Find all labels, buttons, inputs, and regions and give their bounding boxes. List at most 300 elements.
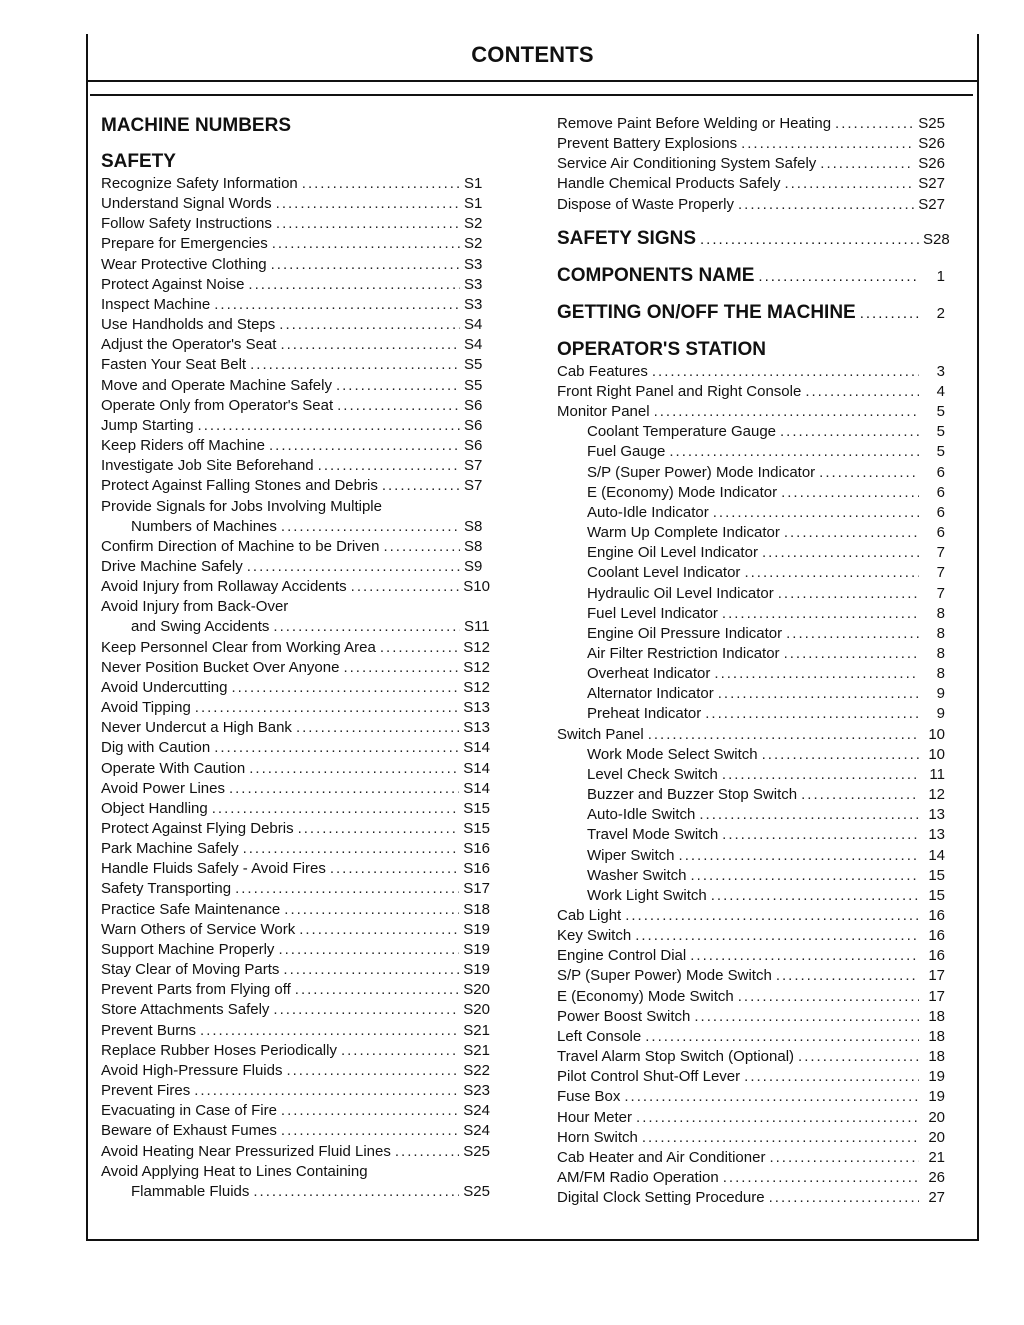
toc-entry (557, 1108, 945, 1128)
toc-entry-label: Front Right Panel and Right Console (557, 382, 802, 400)
toc-entry (101, 1162, 490, 1182)
toc-entry-label: Handle Chemical Products Safely (557, 175, 781, 193)
toc-entry (557, 745, 945, 765)
toc-entry-label: Warm Up Complete Indicator (587, 524, 780, 542)
dot-leader (286, 1061, 459, 1081)
toc-entry-page: S7 (464, 477, 483, 495)
toc-entry (101, 819, 490, 839)
toc-entry (557, 154, 945, 174)
toc-entry-page: S21 (463, 1021, 490, 1039)
dot-leader (279, 315, 460, 335)
toc-entry (101, 678, 490, 698)
toc-entry (101, 275, 490, 295)
dot-leader (690, 866, 919, 886)
toc-entry-label: Cab Heater and Air Conditioner (557, 1148, 766, 1166)
toc-entry-label: Washer Switch (587, 866, 687, 884)
toc-entry (101, 1061, 490, 1081)
toc-entry (101, 476, 490, 496)
toc-entry (557, 1128, 945, 1148)
dot-leader (699, 805, 919, 825)
toc-entry-page: 5 (936, 423, 945, 441)
dot-leader (249, 759, 459, 779)
toc-entry (557, 114, 945, 134)
title-bar (86, 34, 979, 82)
toc-entry-page: S4 (464, 316, 483, 334)
toc-entry (101, 1000, 490, 1020)
dot-leader (330, 859, 459, 879)
dot-leader (690, 946, 919, 966)
toc-entry-label: COMPONENTS NAME (557, 264, 755, 286)
toc-entry-label: Auto-Idle Indicator (587, 503, 709, 521)
toc-entry-page: 19 (928, 1088, 945, 1106)
dot-leader (253, 1182, 459, 1202)
toc-entry-page: 4 (936, 382, 945, 400)
toc-entry-page: 12 (928, 786, 945, 804)
toc-entry-page: S6 (464, 437, 483, 455)
toc-entry (101, 295, 490, 315)
toc-entry (557, 886, 945, 906)
toc-entry-label: Keep Riders off Machine (101, 437, 265, 455)
toc-entry (557, 906, 945, 926)
toc-entry-label: Wiper Switch (587, 846, 675, 864)
dot-leader (635, 926, 919, 946)
toc-entry-page: S6 (464, 396, 483, 414)
toc-entry-label: Prevent Battery Explosions (557, 135, 738, 153)
toc-entry (557, 725, 945, 745)
toc-entry-label: Store Attachments Safely (101, 1001, 270, 1019)
toc-entry (101, 376, 490, 396)
dot-leader (243, 839, 460, 859)
toc-entry-label: Protect Against Noise (101, 275, 245, 293)
dot-leader (247, 557, 460, 577)
toc-entry-page: S17 (463, 880, 490, 898)
dot-leader (694, 1007, 919, 1027)
dot-leader (248, 275, 460, 295)
dot-leader (198, 416, 460, 436)
toc-entry-page: S10 (463, 578, 490, 596)
toc-entry-label: Prevent Parts from Flying off (101, 981, 291, 999)
dot-leader (654, 402, 919, 422)
toc-entry (101, 355, 490, 375)
toc-entry-page: S25 (463, 1182, 490, 1200)
toc-entry (101, 597, 490, 617)
dot-leader (744, 1067, 919, 1087)
toc-entry (101, 759, 490, 779)
toc-entry-label: Pilot Control Shut-Off Lever (557, 1068, 741, 1086)
dot-leader (229, 779, 459, 799)
dot-leader (273, 617, 460, 637)
toc-entry (557, 584, 945, 604)
toc-entry-page: S18 (463, 900, 490, 918)
dot-leader (636, 1108, 919, 1128)
toc-entry-page: 8 (936, 644, 945, 662)
toc-entry-label: E (Economy) Mode Indicator (587, 483, 778, 501)
toc-entry-page: S24 (463, 1102, 490, 1120)
toc-entry-page: 20 (928, 1108, 945, 1126)
toc-entry (557, 1188, 945, 1208)
toc-entry-page: 8 (936, 665, 945, 683)
toc-entry (101, 577, 490, 597)
contents-left-column (101, 114, 490, 1202)
toc-entry-page: 16 (928, 947, 945, 965)
toc-entry-label: Power Boost Switch (557, 1007, 691, 1025)
toc-entry-label: Key Switch (557, 927, 632, 945)
toc-entry-page: 8 (936, 624, 945, 642)
toc-entry-label: Operate Only from Operator's Seat (101, 396, 334, 414)
toc-entry-getting-on-off (557, 301, 945, 325)
toc-entry-label: Avoid Tipping (101, 699, 191, 717)
dot-leader (820, 154, 914, 174)
dot-leader (776, 966, 919, 986)
dot-leader (781, 483, 919, 503)
dot-leader (835, 114, 914, 134)
dot-leader (860, 305, 919, 322)
dot-leader (281, 1101, 459, 1121)
toc-entry (101, 1142, 490, 1162)
toc-entry-page: 7 (936, 564, 945, 582)
toc-entry-page: 10 (928, 725, 945, 743)
toc-entry-label: SAFETY SIGNS (557, 227, 697, 249)
toc-entry-label: Safety Transporting (101, 880, 232, 898)
toc-entry-label: Preheat Indicator (587, 705, 702, 723)
toc-entry-label: and Swing Accidents (131, 618, 270, 636)
dot-leader (380, 638, 459, 658)
section-operators-station: OPERATOR'S STATION (557, 338, 766, 360)
toc-entry (101, 698, 490, 718)
toc-entry-label: Coolant Level Indicator (587, 564, 741, 582)
toc-entry-label: Coolant Temperature Gauge (587, 423, 777, 441)
toc-entry-page: S14 (463, 779, 490, 797)
dot-leader (700, 231, 919, 248)
toc-entry-label: Warn Others of Service Work (101, 920, 296, 938)
toc-entry-page: 7 (936, 544, 945, 562)
toc-entry (101, 1081, 490, 1101)
dot-leader (214, 738, 459, 758)
dot-leader (786, 624, 919, 644)
toc-entry-label: Use Handholds and Steps (101, 316, 276, 334)
toc-entry-page: 17 (928, 987, 945, 1005)
dot-leader (762, 543, 919, 563)
toc-entry-label: Protect Against Falling Stones and Debris (101, 477, 378, 495)
safety-entry-list (101, 174, 490, 1202)
dot-leader (722, 825, 919, 845)
toc-entry-page: S25 (463, 1142, 490, 1160)
dot-leader (801, 785, 919, 805)
toc-entry-page: 27 (928, 1189, 945, 1207)
toc-entry (557, 523, 945, 543)
operators-station-list (557, 362, 945, 1209)
toc-entry-page: S27 (918, 195, 945, 213)
toc-entry (557, 805, 945, 825)
toc-entry-label: Investigate Job Site Beforehand (101, 457, 314, 475)
toc-entry (101, 738, 490, 758)
toc-entry-page: S15 (463, 820, 490, 837)
toc-entry-page: S7 (464, 457, 483, 475)
toc-entry (101, 718, 490, 738)
dot-leader (762, 745, 919, 765)
toc-entry-page: S12 (463, 638, 490, 656)
toc-entry-label: Recognize Safety Information (101, 175, 298, 192)
toc-entry (101, 396, 490, 416)
safety-continued-list (557, 114, 945, 215)
toc-entry (557, 1007, 945, 1027)
toc-entry-page: S19 (463, 961, 490, 979)
toc-entry-label: Operate With Caution (101, 759, 246, 777)
toc-entry (101, 234, 490, 254)
toc-entry-page: S20 (463, 981, 490, 999)
toc-entry-page: S5 (464, 376, 483, 394)
toc-entry (101, 255, 490, 275)
toc-entry-label: Buzzer and Buzzer Stop Switch (587, 786, 798, 804)
toc-entry-page: S2 (464, 215, 483, 233)
page-title: CONTENTS (471, 42, 594, 67)
toc-entry-page: 20 (928, 1128, 945, 1146)
dot-leader (280, 335, 460, 355)
dot-leader (798, 1047, 919, 1067)
divider (90, 94, 973, 96)
toc-entry (557, 503, 945, 523)
toc-entry-page: S20 (463, 1001, 490, 1019)
toc-entry-page: S23 (463, 1082, 490, 1100)
dot-leader (723, 1168, 919, 1188)
toc-entry (101, 799, 490, 819)
toc-entry-label: Move and Operate Machine Safely (101, 376, 332, 394)
toc-entry (557, 1087, 945, 1107)
toc-entry (101, 859, 490, 879)
toc-entry-page: 6 (936, 524, 945, 542)
toc-entry (101, 1121, 490, 1141)
toc-entry-label: Avoid Injury from Rollaway Accidents (101, 578, 347, 596)
dot-leader (273, 1000, 459, 1020)
dot-leader (276, 194, 460, 214)
toc-entry (557, 362, 945, 382)
dot-leader (669, 442, 919, 462)
toc-entry-page: 6 (936, 463, 945, 481)
toc-entry-page: S3 (464, 255, 483, 273)
dot-leader (705, 704, 919, 724)
dot-leader (336, 376, 460, 396)
toc-entry (101, 416, 490, 436)
toc-entry-label: AM/FM Radio Operation (557, 1169, 719, 1187)
toc-entry-label: Fuel Gauge (587, 443, 666, 461)
dot-leader (711, 886, 919, 906)
toc-entry-label: Wear Protective Clothing (101, 255, 267, 273)
toc-entry (101, 497, 490, 517)
dot-leader (819, 463, 919, 483)
toc-entry-label: Fuse Box (557, 1088, 621, 1106)
dot-leader (194, 1081, 459, 1101)
toc-entry-page: S12 (463, 678, 490, 696)
toc-entry (101, 658, 490, 678)
toc-entry-page: S26 (918, 155, 945, 173)
toc-entry-page: 26 (928, 1169, 945, 1187)
toc-entry (101, 537, 490, 557)
toc-entry-page: S12 (463, 658, 490, 676)
toc-entry (101, 779, 490, 799)
toc-entry (101, 980, 490, 1000)
toc-entry (557, 563, 945, 583)
toc-entry (557, 543, 945, 563)
toc-entry-label: Avoid High-Pressure Fluids (101, 1061, 283, 1079)
toc-entry-label: Never Undercut a High Bank (101, 719, 292, 737)
dot-leader (281, 517, 460, 537)
dot-leader (744, 563, 919, 583)
toc-entry (557, 483, 945, 503)
toc-entry-label: S/P (Super Power) Mode Indicator (587, 463, 816, 481)
dot-leader (295, 980, 460, 1000)
toc-entry (101, 839, 490, 859)
toc-entry-page: S5 (464, 356, 483, 374)
toc-entry (557, 987, 945, 1007)
toc-entry (101, 940, 490, 960)
toc-entry-label: Service Air Conditioning System Safely (557, 155, 817, 173)
dot-leader (722, 604, 919, 624)
toc-entry-label: Auto-Idle Switch (587, 806, 696, 824)
toc-entry-page: 18 (928, 1007, 945, 1025)
toc-entry (101, 456, 490, 476)
toc-entry-page: S6 (464, 416, 483, 434)
toc-entry-label: E (Economy) Mode Switch (557, 987, 734, 1005)
toc-entry-page: S3 (464, 275, 483, 293)
dot-leader (337, 396, 460, 416)
toc-entry-label: Follow Safety Instructions (101, 215, 272, 233)
toc-entry (557, 624, 945, 644)
toc-entry-components-name (557, 264, 945, 288)
dot-leader (269, 436, 460, 456)
dot-leader (625, 906, 919, 926)
toc-entry-label: Support Machine Properly (101, 940, 275, 958)
toc-entry-label: Numbers of Machines (131, 517, 277, 535)
toc-entry-page: 18 (928, 1048, 945, 1066)
dot-leader (214, 295, 460, 315)
toc-entry (101, 1101, 490, 1121)
toc-entry-page: 15 (928, 886, 945, 904)
toc-entry-page: S16 (463, 840, 490, 858)
toc-entry-page: S26 (918, 135, 945, 153)
toc-entry-label: Cab Light (557, 907, 622, 924)
toc-entry-label: GETTING ON/OFF THE MACHINE (557, 301, 856, 323)
toc-entry (557, 825, 945, 845)
dot-leader (212, 799, 460, 819)
toc-entry-page: 5 (936, 443, 945, 461)
toc-entry (101, 174, 490, 194)
toc-entry-label: Protect Against Flying Debris (101, 820, 294, 837)
dot-leader (648, 725, 919, 745)
dot-leader (738, 987, 919, 1007)
toc-entry-label: S/P (Super Power) Mode Switch (557, 967, 772, 985)
toc-entry-page: S1 (464, 195, 483, 213)
dot-leader (200, 1021, 459, 1041)
toc-entry-page: S8 (464, 537, 483, 555)
toc-entry-page: 7 (936, 584, 945, 602)
toc-entry-page: 13 (928, 826, 945, 844)
dot-leader (382, 476, 460, 496)
toc-entry-label: Dispose of Waste Properly (557, 195, 735, 213)
toc-entry-label: Evacuating in Case of Fire (101, 1102, 277, 1120)
toc-entry-page: 16 (928, 927, 945, 945)
toc-entry-page: S28 (923, 230, 950, 248)
dot-leader (284, 900, 459, 920)
dot-leader (250, 355, 460, 375)
dot-leader (679, 846, 919, 866)
toc-entry-label: Keep Personnel Clear from Working Area (101, 638, 376, 656)
toc-entry-label: Horn Switch (557, 1128, 638, 1146)
toc-entry-label: Avoid Injury from Back-Over (101, 598, 289, 616)
toc-entry-page: S14 (463, 739, 490, 757)
toc-entry (557, 402, 945, 422)
dot-leader (395, 1142, 459, 1162)
dot-leader (195, 698, 460, 718)
toc-entry-page: S4 (464, 336, 483, 354)
dot-leader (278, 940, 459, 960)
dot-leader (283, 960, 459, 980)
toc-entry (557, 644, 945, 664)
toc-entry-page: S1 (464, 175, 483, 192)
toc-entry-label: Avoid Applying Heat to Lines Containing (101, 1162, 368, 1180)
dot-leader (296, 718, 459, 738)
toc-entry-label: Understand Signal Words (101, 195, 272, 213)
toc-entry-page: S21 (463, 1041, 490, 1059)
toc-entry-label: Digital Clock Setting Procedure (557, 1189, 765, 1207)
dot-leader (780, 422, 919, 442)
dot-leader (784, 523, 919, 543)
toc-entry (101, 194, 490, 214)
toc-entry (101, 1021, 490, 1041)
dot-leader (741, 134, 914, 154)
toc-entry (557, 1027, 945, 1047)
toc-entry-label: Jump Starting (101, 416, 194, 434)
toc-entry-label: Adjust the Operator's Seat (101, 336, 277, 354)
toc-entry (557, 946, 945, 966)
dot-leader (271, 255, 460, 275)
toc-entry (557, 604, 945, 624)
dot-leader (769, 1188, 919, 1208)
toc-entry-page: S22 (463, 1061, 490, 1079)
toc-entry-label: Remove Paint Before Welding or Heating (557, 115, 832, 132)
toc-entry-label: Stay Clear of Moving Parts (101, 961, 280, 979)
toc-entry-page: S11 (464, 618, 490, 636)
toc-entry (557, 846, 945, 866)
dot-leader (784, 174, 914, 194)
toc-entry-label: Never Position Bucket Over Anyone (101, 658, 340, 676)
toc-entry-label: Avoid Power Lines (101, 779, 225, 797)
dot-leader (281, 1121, 459, 1141)
toc-entry-page: 21 (928, 1148, 945, 1166)
toc-entry-label: Hydraulic Oil Level Indicator (587, 584, 774, 602)
toc-entry-label: Level Check Switch (587, 765, 718, 783)
toc-entry-label: Cab Features (557, 362, 648, 380)
toc-entry (101, 638, 490, 658)
toc-entry-label: Prevent Burns (101, 1021, 197, 1039)
toc-entry-page: 6 (936, 483, 945, 501)
toc-entry-label: Avoid Undercutting (101, 678, 228, 696)
toc-entry-label: Hour Meter (557, 1108, 633, 1126)
toc-entry-page: 9 (936, 685, 945, 703)
dot-leader (738, 195, 914, 215)
dot-leader (351, 577, 460, 597)
toc-entry-page: 16 (928, 907, 945, 924)
toc-entry-page: 8 (936, 604, 945, 622)
dot-leader (713, 503, 919, 523)
toc-entry-label: Park Machine Safely (101, 840, 239, 858)
toc-entry-label: Dig with Caution (101, 739, 211, 757)
toc-entry-label: Flammable Fluids (131, 1182, 250, 1200)
toc-entry-label: Provide Signals for Jobs Involving Multiple (101, 497, 382, 515)
dot-leader (318, 456, 460, 476)
toc-entry (101, 335, 490, 355)
toc-entry-page: S15 (463, 799, 490, 817)
toc-entry-label: Fasten Your Seat Belt (101, 356, 247, 374)
